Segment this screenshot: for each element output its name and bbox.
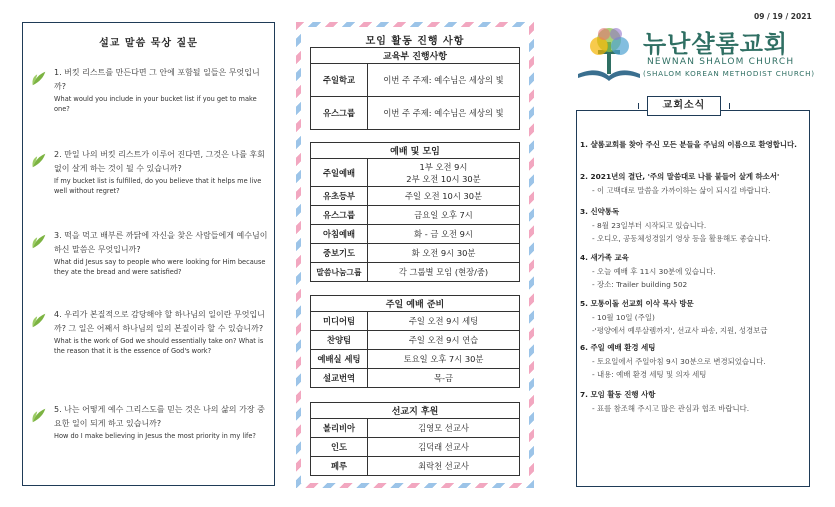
table-label: 미디어팀 — [311, 312, 368, 331]
question-item — [28, 66, 268, 114]
news-line: - 내용: 예배 환경 세팅 및 의자 세팅 — [592, 370, 707, 379]
question-en: What did Jesus say to people who were looking for Him because they ate the bread and were satisfied? — [54, 258, 266, 276]
news-item — [580, 388, 804, 415]
question-en: If my bucket list is fulfilled, do you believe that it helps me live well without regret? — [54, 177, 262, 195]
table-header: 주일 예배 준비 — [311, 296, 520, 312]
question-ko: 2. 만일 나의 버킷 리스트가 이루어 진다면, 그것은 나를 후회없이 살게 하는 것이 될 수 있습니까? — [54, 150, 265, 173]
panel-title: 모임 활동 진행 사항 — [365, 36, 465, 47]
news-heading: 3. 신약통독 — [580, 207, 620, 216]
news-line: - 장소: Trailer building 502 — [592, 280, 688, 289]
education-table — [310, 47, 520, 130]
leaf-icon — [30, 311, 48, 329]
table-value: 주일 오전 9시 연습 — [368, 331, 520, 350]
question-en: How do I make believing in Jesus the most priority in my life? — [54, 432, 256, 440]
church-name-korean: 뉴난샬롬교회 — [643, 30, 789, 58]
table-label: 말씀나눔그룹 — [311, 263, 368, 282]
table-label: 인도 — [311, 438, 368, 457]
table-value: 금요일 오후 7시 — [368, 206, 520, 225]
question-en: What is the work of God we should essentially take on? What is the reason that it is the essence of God's work? — [54, 337, 264, 355]
table-value — [368, 159, 520, 187]
table-label: 주일학교 — [311, 64, 368, 97]
news-title-tab: 교회소식 — [647, 96, 721, 116]
table-value: 이번 주 주제: 예수님은 세상의 빛 — [368, 64, 520, 97]
table-value: 화 - 금 오전 9시 — [368, 225, 520, 244]
table-value: 화 오전 9시 30분 — [368, 244, 520, 263]
news-line: - 이 고백대로 말씀을 가까이하는 삶이 되시길 바랍니다. — [592, 185, 771, 195]
table-label: 중보기도 — [311, 244, 368, 263]
question-ko: 1. 버킷 리스트를 만든다면 그 안에 포함될 일들은 무엇입니까? — [54, 68, 260, 91]
activities-panel — [296, 22, 534, 488]
news-line: - 표를 참조해 주시고 많은 관심과 협조 바랍니다. — [592, 403, 750, 413]
news-heading: 6. 주일 예배 환경 세팅 — [580, 343, 656, 352]
leaf-icon — [30, 151, 48, 169]
table-header: 예배 및 모임 — [311, 143, 520, 159]
table-label: 찬양팀 — [311, 331, 368, 350]
question-item — [28, 308, 268, 356]
news-line: - 10월 10일 (주일) — [592, 312, 655, 322]
table-value: 각 그룹별 모임 (현장/줌) — [368, 263, 520, 282]
prep-table — [310, 295, 520, 388]
question-item — [28, 229, 268, 277]
table-value-line: 1부 오전 9시 — [419, 161, 468, 172]
table-label: 예배실 세팅 — [311, 350, 368, 369]
church-name-english: NEWNAN SHALOM CHURCH — [647, 57, 795, 67]
question-ko: 3. 떡을 먹고 배부른 까닭에 자신을 찾은 사람들에게 예수님이 하신 말씀은 무엇입니까? — [54, 231, 268, 254]
bulletin-date: 09 / 19 / 2021 — [754, 12, 812, 21]
news-heading: 5. 모통이돌 선교회 이삭 목사 방문 — [580, 299, 694, 308]
news-line: - 오디오, 공동체성경읽기 영상 등을 활용해도 좋습니다. — [592, 234, 771, 243]
question-en: What would you include in your bucket list if you get to make one? — [54, 95, 257, 113]
question-item — [28, 403, 268, 441]
news-heading: 1. 샬롬교회를 찾아 주신 모든 분들을 주님의 이름으로 환영합니다. — [580, 140, 797, 149]
table-value: 주일 오전 9시 세팅 — [368, 312, 520, 331]
news-item — [580, 170, 804, 197]
church-logo — [574, 24, 644, 86]
news-line: -'평양에서 예루살렘까지', 선교사 파송, 지원, 성경보급 — [592, 326, 768, 335]
leaf-icon — [30, 406, 48, 424]
news-item — [580, 297, 804, 338]
question-item — [28, 148, 268, 196]
activities-inner — [301, 27, 529, 483]
news-line: - 토요일에서 주일아침 9시 30분으로 변경되었습니다. — [592, 356, 766, 366]
news-item — [580, 341, 804, 382]
question-ko: 5. 나는 어떻게 예수 그리스도를 믿는 것은 나의 삶의 가장 중요한 일이 되게 하고 있습니까? — [54, 405, 265, 428]
panel-title: 설교 말씀 묵상 질문 — [99, 38, 198, 49]
news-line: - 8월 23일부터 시작되고 있습니다. — [592, 220, 707, 230]
news-item — [580, 251, 804, 292]
news-heading: 4. 새가족 교육 — [580, 253, 629, 262]
table-value: 김덕래 선교사 — [368, 438, 520, 457]
news-item — [580, 138, 804, 152]
table-value: 토요일 오후 7시 30분 — [368, 350, 520, 369]
news-item — [580, 205, 804, 246]
table-label: 유스그룹 — [311, 97, 368, 130]
table-value: 이번 주 주제: 예수님은 세상의 빛 — [368, 97, 520, 130]
table-label: 볼리비아 — [311, 419, 368, 438]
table-label: 페루 — [311, 457, 368, 476]
leaf-icon — [30, 69, 48, 87]
table-value: 목-금 — [368, 369, 520, 388]
table-label: 설교번역 — [311, 369, 368, 388]
table-value: 김영모 선교사 — [368, 419, 520, 438]
table-value: 최락천 선교사 — [368, 457, 520, 476]
table-header: 선교지 후원 — [311, 403, 520, 419]
church-name-subtitle: (SHALOM KOREAN METHODIST CHURCH) — [643, 69, 815, 78]
news-heading: 7. 모임 활동 진행 사항 — [580, 390, 656, 399]
table-header: 교육부 진행사항 — [311, 48, 520, 64]
table-label: 주일예배 — [311, 159, 368, 187]
news-line: - 오늘 예배 후 11시 30분에 있습니다. — [592, 266, 716, 276]
mission-table — [310, 402, 520, 476]
table-label: 아침예배 — [311, 225, 368, 244]
table-label: 유초등부 — [311, 187, 368, 206]
news-heading: 2. 2021년의 결단, '주의 말씀대로 나를 붙들어 살게 하소서' — [580, 172, 780, 181]
question-ko: 4. 우리가 본질적으로 감당해야 할 하나님의 일이란 무엇입니까? 그 일은 어째서 하나님의 일의 본질이라 할 수 있습니까? — [54, 310, 265, 333]
table-value: 주일 오전 10시 30분 — [368, 187, 520, 206]
leaf-icon — [30, 232, 48, 250]
table-value-line: 2부 오전 10시 30분 — [406, 173, 481, 184]
table-label: 유스그룹 — [311, 206, 368, 225]
worship-table — [310, 142, 520, 282]
